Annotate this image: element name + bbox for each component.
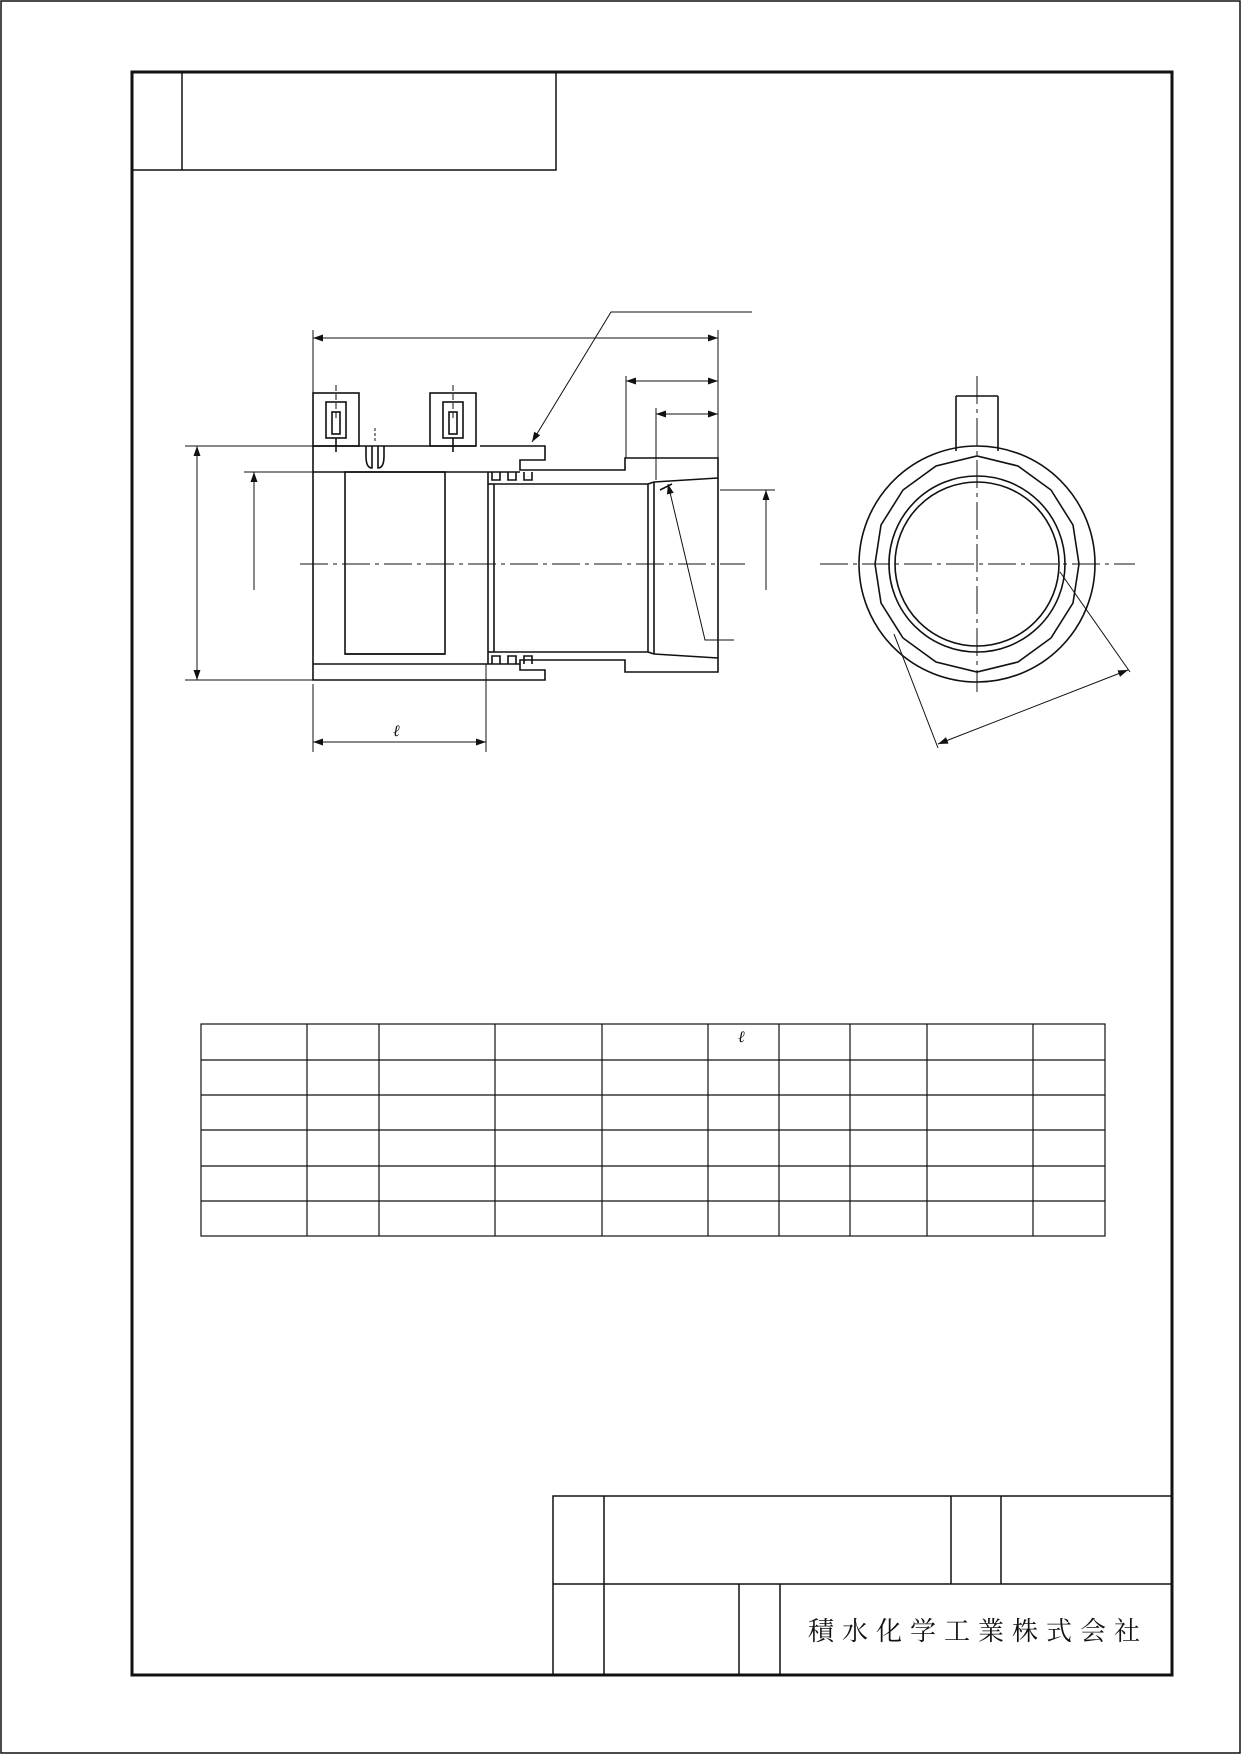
dimension-lines — [185, 312, 775, 752]
title-block — [553, 1496, 1172, 1675]
company-name: 積水化学工業株式会社 — [808, 1617, 1149, 1647]
page-border — [1, 1, 1240, 1753]
side-view-center-lines — [820, 376, 1135, 692]
revision-box — [132, 72, 556, 170]
table-header-length: ℓ — [738, 1027, 745, 1046]
section-view — [313, 393, 718, 680]
length-dimension-label: ℓ — [393, 721, 400, 740]
side-view-dimension — [894, 572, 1130, 748]
dimension-table — [201, 1024, 1105, 1236]
